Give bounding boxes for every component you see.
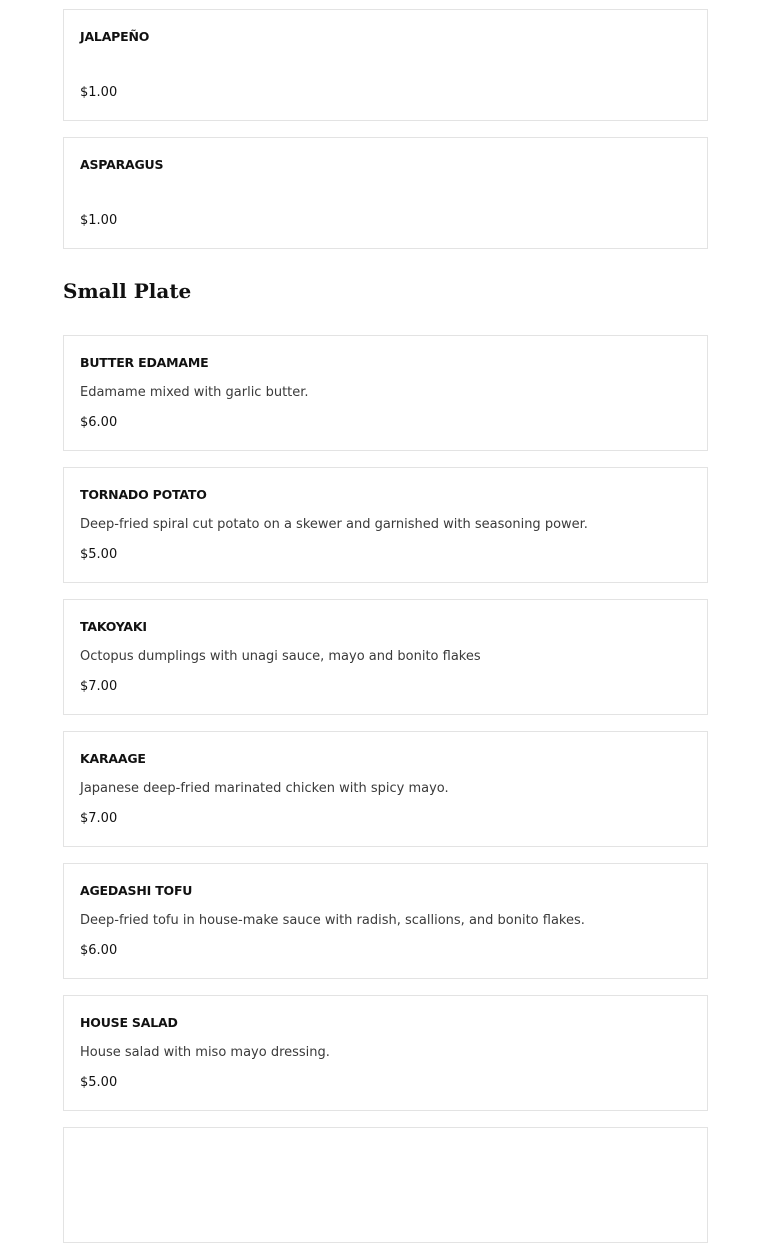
- item-price: $7.00: [80, 679, 118, 694]
- item-name: ASPARAGUS: [80, 157, 164, 172]
- item-price: $1.00: [80, 85, 118, 100]
- section-title-small-plate: Small Plate: [63, 279, 192, 303]
- item-price: $6.00: [80, 943, 118, 958]
- item-description: Octopus dumplings with unagi sauce, mayo and bonito flakes: [80, 649, 481, 664]
- menu-item-card-partial[interactable]: [63, 1127, 708, 1243]
- menu-item-card[interactable]: [63, 335, 708, 451]
- menu-item-card[interactable]: [63, 137, 708, 249]
- item-name: JALAPEÑO: [80, 29, 150, 44]
- item-name: KARAAGE: [80, 751, 146, 766]
- menu-item-card[interactable]: [63, 599, 708, 715]
- item-price: $6.00: [80, 415, 118, 430]
- item-price: $5.00: [80, 1075, 118, 1090]
- item-name: TORNADO POTATO: [80, 487, 207, 502]
- item-description: Deep-fried tofu in house-make sauce with radish, scallions, and bonito flakes.: [80, 913, 585, 928]
- menu-item-card[interactable]: [63, 995, 708, 1111]
- item-name: TAKOYAKI: [80, 619, 147, 634]
- menu-item-card[interactable]: [63, 863, 708, 979]
- item-description: Deep-fried spiral cut potato on a skewer and garnished with seasoning power.: [80, 517, 588, 532]
- menu-column: [63, 9, 708, 1259]
- menu-item-card[interactable]: [63, 731, 708, 847]
- item-description: Edamame mixed with garlic butter.: [80, 385, 309, 400]
- item-description: House salad with miso mayo dressing.: [80, 1045, 330, 1060]
- item-price: $5.00: [80, 547, 118, 562]
- item-name: BUTTER EDAMAME: [80, 355, 209, 370]
- item-price: $1.00: [80, 213, 118, 228]
- menu-item-card[interactable]: [63, 9, 708, 121]
- item-name: AGEDASHI TOFU: [80, 883, 193, 898]
- menu-item-card[interactable]: [63, 467, 708, 583]
- item-price: $7.00: [80, 811, 118, 826]
- item-name: HOUSE SALAD: [80, 1015, 178, 1030]
- item-description: Japanese deep-fried marinated chicken with spicy mayo.: [80, 781, 449, 796]
